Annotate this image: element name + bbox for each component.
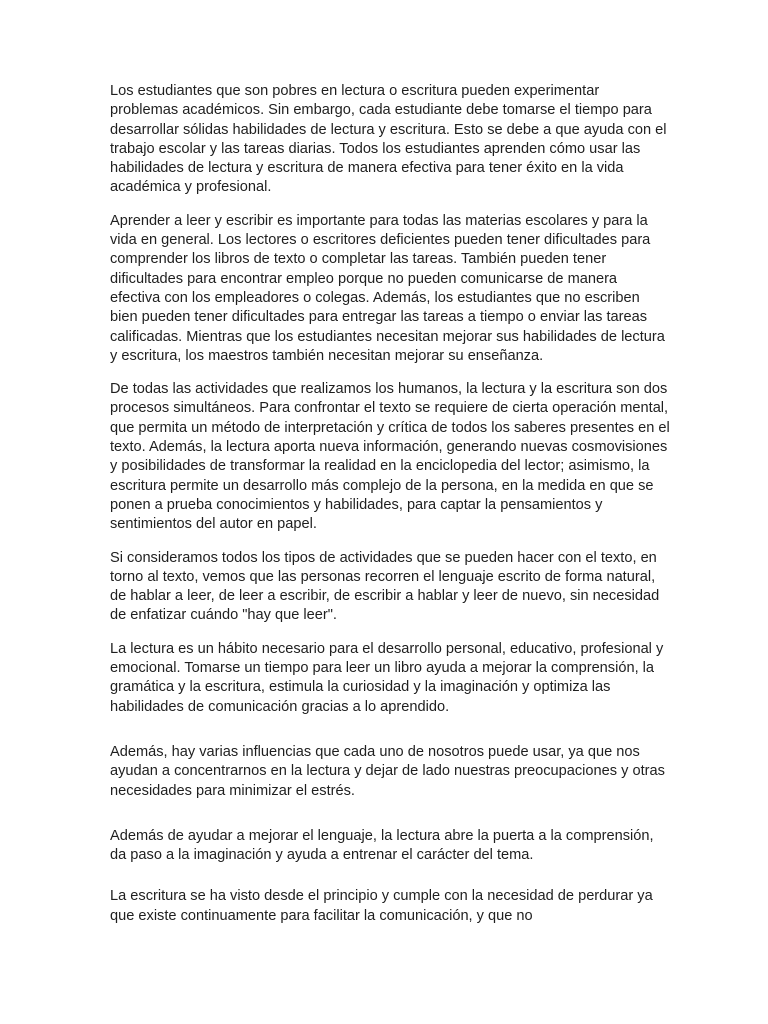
paragraph-3: De todas las actividades que realizamos los humanos, la lectura y la escritura son dos procesos simultáneos. Para confrontar el texto se requiere de cierta operación mental, que permita un método de interpretación y crítica de todos los saberes presentes en el texto. Además, la lectura aporta nueva información, generando nuevas cosmovisiones y posibilidades de transformar la realidad en la enciclopedia del lector; asimismo, la escritura permite un desarrollo más complejo de la persona, en la medida en que se ponen a prueba conocimientos y habilidades, para captar la pensamientos y sentimientos del autor en papel. (110, 381, 670, 533)
paragraph-1: Los estudiantes que son pobres en lectura o escritura pueden experimentar problemas académicos. Sin embargo, cada estudiante debe tomarse el tiempo para desarrollar sólidas habilidades de lectura y escritura. Esto se debe a que ayuda con el trabajo escolar y las tareas diarias. Todos los estudiantes aprenden cómo usar las habilidades de lectura y escritura de manera efectiva para tener éxito en la vida académica y profesional. (110, 83, 667, 196)
paragraph-7: Además de ayudar a mejorar el lenguaje, la lectura abre la puerta a la comprensión, da paso a la imaginación y ayuda a entrenar el carácter del tema. (110, 827, 654, 864)
paragraph-6: Además, hay varias influencias que cada uno de nosotros puede usar, ya que nos ayudan a concentrarnos en la lectura y dejar de lado nuestras preocupaciones y otras necesidades para minimizar el estrés. (110, 743, 665, 799)
document-body (110, 82, 670, 940)
paragraph-8: La escritura se ha visto desde el principio y cumple con la necesidad de perdurar ya que existe continuamente para facilitar la comunicación, y que no (110, 888, 653, 924)
paragraph-5: La lectura es un hábito necesario para el desarrollo personal, educativo, profesional y emocional. Tomarse un tiempo para leer un libro ayuda a mejorar la comprensión, la gramática y la escritura, estimula la curiosidad y la imaginación y optimiza las habilidades de comunicación gracias a lo aprendido. (110, 640, 664, 715)
paragraph-2: Aprender a leer y escribir es importante para todas las materias escolares y para la vida en general. Los lectores o escritores deficientes pueden tener dificultades para comprender los libros de texto o completar las tareas. También pueden tener dificultades para encontrar empleo porque no pueden comunicarse de manera efectiva con los empleadores o colegas. Además, los estudiantes que no escriben bien pueden tener dificultades para entregar las tareas a tiempo o enviar las tareas calificadas. Mientras que los estudiantes necesitan mejorar sus habilidades de lectura y escritura, los maestros también necesitan mejorar su enseñanza. (110, 212, 665, 364)
paragraph-4: Si consideramos todos los tipos de actividades que se pueden hacer con el texto, en torno al texto, vemos que las personas recorren el lenguaje escrito de forma natural, de hablar a leer, de leer a escribir, de escribir a hablar y leer de nuevo, sin necesidad de enfatizar cuándo "hay que leer". (110, 549, 660, 624)
